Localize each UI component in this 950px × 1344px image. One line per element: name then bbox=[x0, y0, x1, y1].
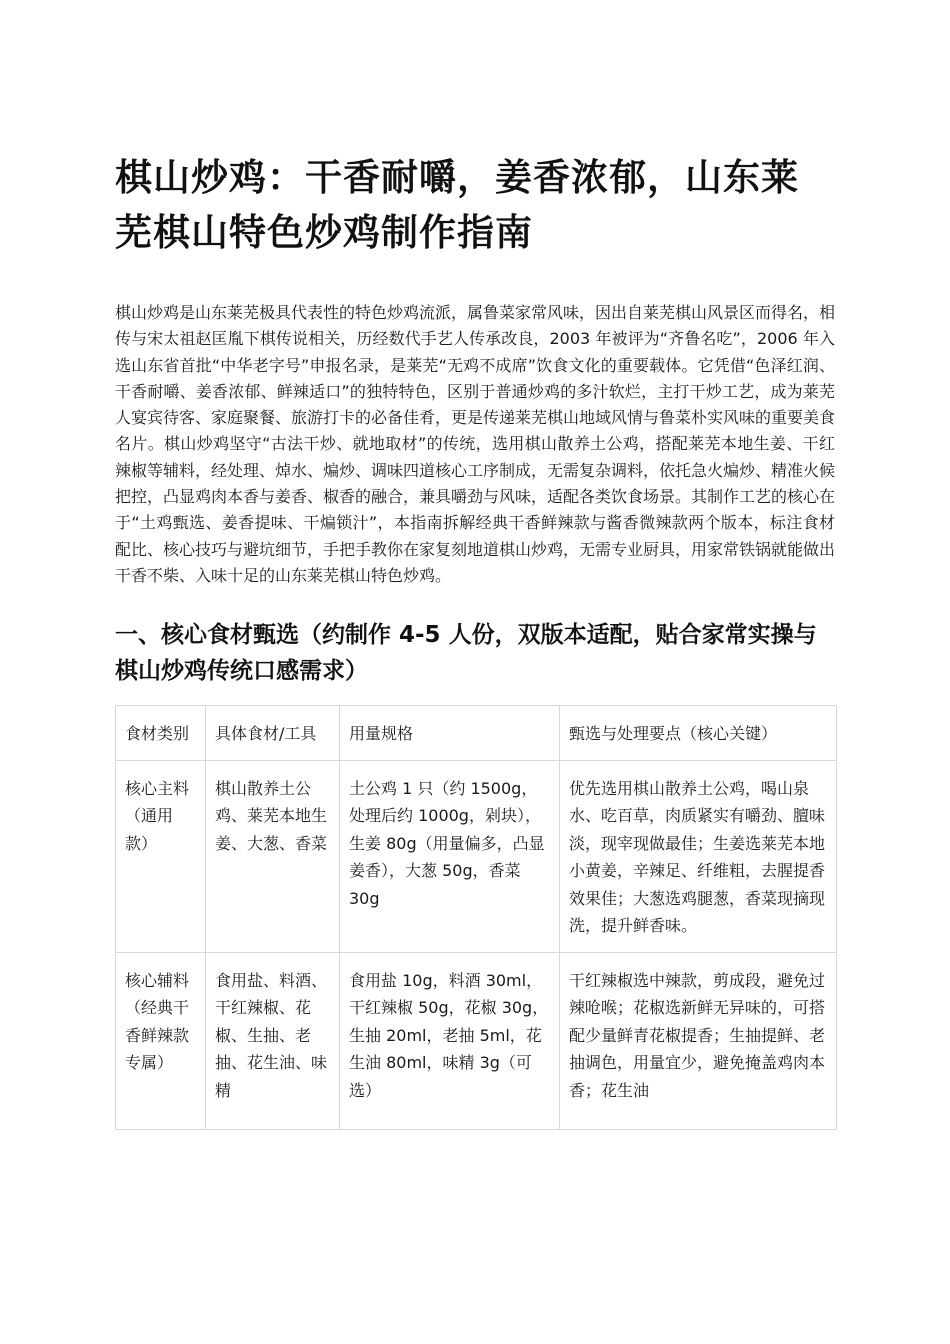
cell-text: 食用盐 10g，料酒 30ml，干红辣椒 50g，花椒 30g，生抽 20ml，老抽 5ml，花生油 80ml，味精 3g（可选） bbox=[349, 970, 549, 1100]
table-row bbox=[116, 952, 837, 1129]
table-cell-items: 棋山散养土公鸡、莱芜本地生姜、大葱、香菜 bbox=[206, 760, 340, 952]
table-cell-amount bbox=[340, 952, 560, 1129]
intro-paragraph: 棋山炒鸡是山东莱芜极具代表性的特色炒鸡流派，属鲁菜家常风味，因出自莱芜棋山风景区而得名，相传与宋太祖赵匡胤下棋传说相关，历经数代手艺人传承改良，2003 年被评为“齐鲁名吃”，2006 年入选山东省首批“中华老字号”申报名录，是莱芜“无鸡不成席”饮食文化的重要载体。它凭借“色泽红润、干香耐嚼、姜香浓郁、鲜辣适口”的独特特色，区别于普通炒鸡的多汁软烂，主打干炒工艺，成为莱芜人宴宾待客、家庭聚餐、旅游打卡的必备佳肴，更是传递莱芜棋山地域风情与鲁菜朴实风味的重要美食名片。棋山炒鸡坚守“古法干炒、就地取材”的传统，选用棋山散养土公鸡，搭配莱芜本地生姜、干红辣椒等辅料，经处理、焯水、煸炒、调味四道核心工序制成，无需复杂调料，依托急火煸炒、精准火候把控，凸显鸡肉本香与姜香、椒香的融合，兼具嚼劲与风味，适配各类饮食场景。其制作工艺的核心在于“土鸡甄选、姜香提味、干煸锁汁”，本指南拆解经典干香鲜辣款与酱香微辣款两个版本，标注食材配比、核心技巧与避坑细节，手把手教你在家复刻地道棋山炒鸡，无需专业厨具，用家常铁锅就能做出干香不柴、入味十足的山东莱芜棋山特色炒鸡。 bbox=[115, 303, 836, 585]
table-header-cell: 具体食材/工具 bbox=[206, 706, 340, 761]
table-row bbox=[116, 760, 837, 952]
table-cell-notes bbox=[560, 952, 837, 1129]
table-header-cell: 甄选与处理要点（核心关键） bbox=[560, 706, 837, 761]
table-cell-category bbox=[116, 952, 206, 1129]
table-header-cell: 用量规格 bbox=[340, 706, 560, 761]
page-title: 棋山炒鸡：干香耐嚼，姜香浓郁，山东莱芜棋山特色炒鸡制作指南 bbox=[115, 156, 799, 254]
section-heading-ingredients: 一、核心食材甄选（约制作 4-5 人份，双版本适配，贴合家常实操与棋山炒鸡传统口感需求） bbox=[115, 622, 817, 685]
cell-text: 食用盐、料酒、干红辣椒、花椒、生抽、老抽、花生油、味精 bbox=[215, 970, 328, 1100]
table-cell-category: 核心主料（通用款） bbox=[116, 760, 206, 952]
ingredients-table bbox=[115, 705, 837, 1130]
table-cell-notes: 优先选用棋山散养土公鸡，喝山泉水、吃百草，肉质紧实有嚼劲、膻味淡，现宰现做最佳；生姜选莱芜本地小黄姜，辛辣足、纤维粗，去腥提香效果佳；大葱选鸡腿葱，香菜现摘现洗，提升鲜香味。 bbox=[560, 760, 837, 952]
table-cell-items bbox=[206, 952, 340, 1129]
cell-text: 干红辣椒选中辣款，剪成段，避免过辣呛喉；花椒选新鲜无异味的，可搭配少量鲜青花椒提香；生抽提鲜、老抽调色，用量宜少，避免掩盖鸡肉本香；花生油 bbox=[569, 970, 826, 1100]
table-header-row bbox=[116, 706, 837, 761]
table-header-cell: 食材类别 bbox=[116, 706, 206, 761]
table-cell-amount: 土公鸡 1 只（约 1500g，处理后约 1000g，剁块），生姜 80g（用量偏多，凸显姜香），大葱 50g，香菜 30g bbox=[340, 760, 560, 952]
cell-text: 核心辅料（经典干香鲜辣款专属） bbox=[125, 970, 190, 1073]
document-page bbox=[115, 150, 835, 1130]
